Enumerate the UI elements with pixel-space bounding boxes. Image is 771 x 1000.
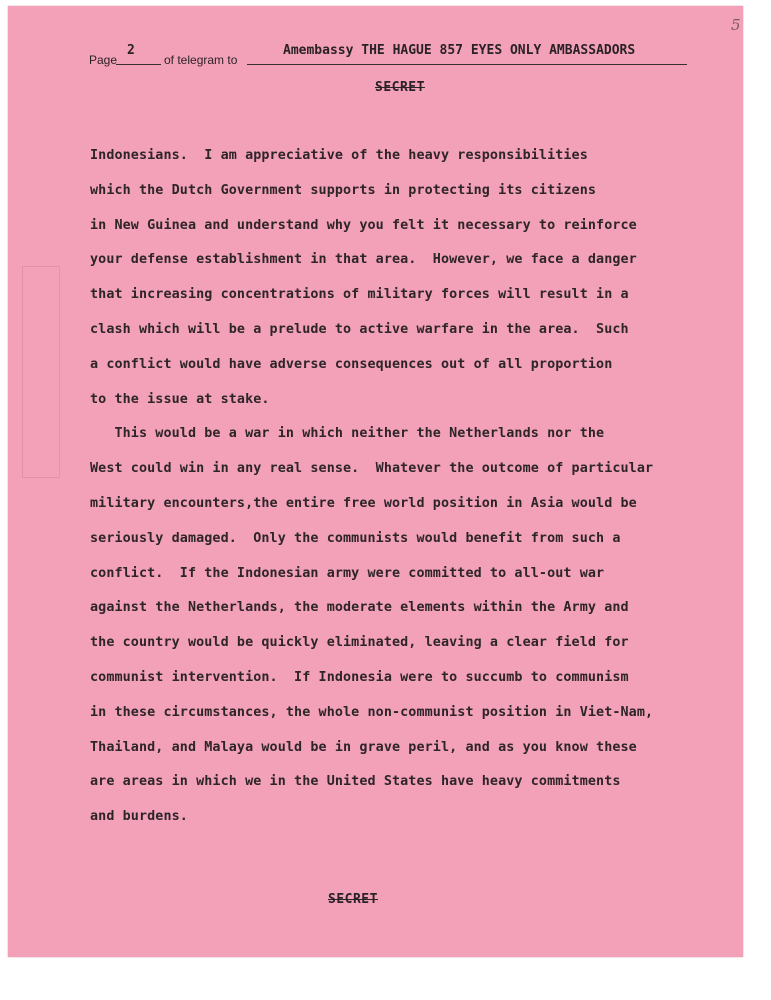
body-line: communist intervention. If Indonesia were to succumb to communism [90, 669, 629, 685]
body-line: against the Netherlands, the moderate elements within the Army and [90, 600, 629, 616]
telegram-body [90, 139, 730, 835]
addressee: Amembassy THE HAGUE 857 EYES ONLY AMBASSADORS [283, 43, 636, 58]
body-line: which the Dutch Government supports in protecting its citizens [90, 182, 597, 198]
page-number-line [116, 64, 161, 65]
page-number: 2 [127, 43, 135, 58]
page-label: Page [89, 53, 118, 67]
body-line: seriously damaged. Only the communists would benefit from such a [90, 530, 621, 546]
telegram-page [8, 6, 743, 957]
body-line: conflict. If the Indonesian army were committed to all-out war [90, 565, 605, 581]
body-line: the country would be quickly eliminated, leaving a clear field for [90, 635, 629, 651]
body-line: military encounters,the entire free world position in Asia would be [90, 495, 637, 511]
body-line: your defense establishment in that area. However, we face a danger [90, 252, 637, 268]
body-line: in these circumstances, the whole non-communist position in Viet-Nam, [90, 704, 654, 720]
of-telegram-label: of telegram to [164, 53, 238, 67]
body-line: a conflict would have adverse consequences out of all proportion [90, 356, 613, 372]
body-line: are areas in which we in the United States have heavy commitments [90, 774, 621, 790]
body-line: clash which will be a prelude to active warfare in the area. Such [90, 321, 629, 337]
telegram-header [89, 43, 709, 69]
body-line: that increasing concentrations of military forces will result in a [90, 287, 629, 303]
corner-page-number: 5 [731, 16, 741, 34]
bleed-through-stamp [22, 266, 60, 478]
classification-bottom: SECRET [328, 892, 378, 907]
classification-top: SECRET [375, 80, 425, 95]
body-line: This would be a war in which neither the Netherlands nor the [90, 426, 605, 442]
body-line: to the issue at stake. [90, 391, 270, 407]
body-line: Indonesians. I am appreciative of the heavy responsibilities [90, 148, 588, 163]
body-line: Thailand, and Malaya would be in grave peril, and as you know these [90, 739, 637, 755]
body-line: West could win in any real sense. Whatever the outcome of particular [90, 461, 654, 477]
body-line: in New Guinea and understand why you felt it necessary to reinforce [90, 217, 637, 233]
addressee-line [247, 64, 687, 65]
body-line: and burdens. [90, 809, 188, 825]
